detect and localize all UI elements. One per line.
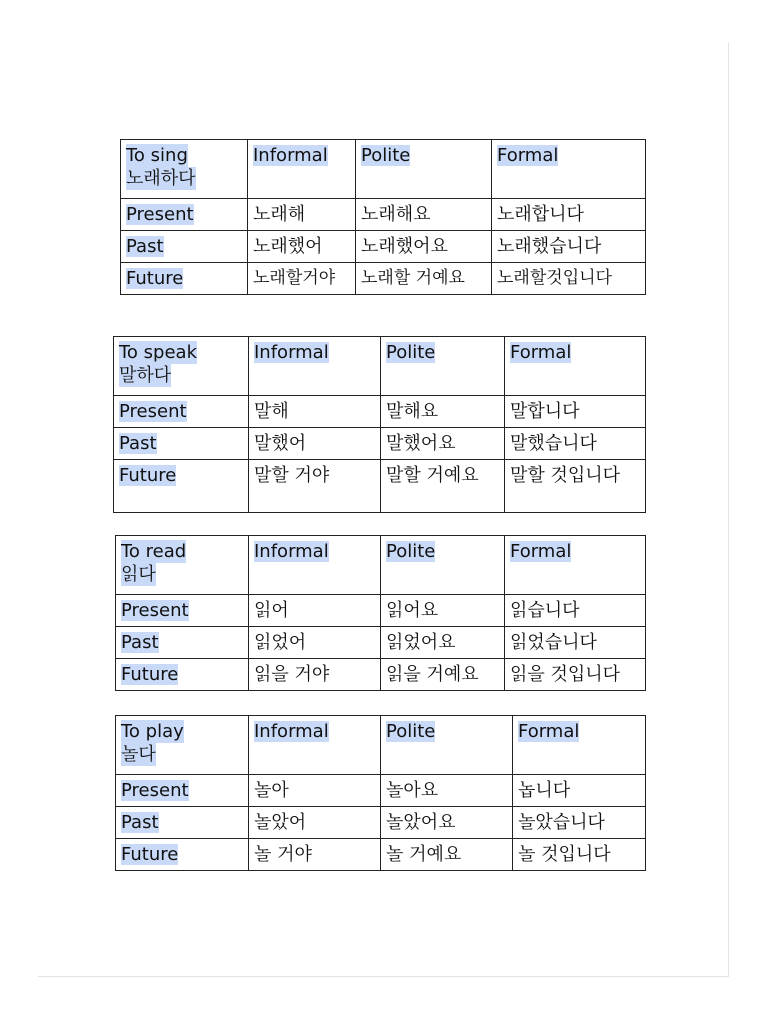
informal-cell: 읽어	[249, 595, 381, 627]
informal-cell: 말해	[249, 396, 381, 428]
verb-korean: 노래하다	[126, 168, 196, 189]
verb-cell	[121, 140, 248, 199]
formal-cell: 읽습니다	[505, 595, 646, 627]
informal-cell: 놀 거야	[249, 839, 381, 871]
verb-korean: 놀다	[121, 744, 156, 765]
verb-english: To read	[121, 541, 187, 562]
header-informal: Informal	[248, 140, 356, 199]
table-row	[116, 807, 646, 839]
header-informal: Informal	[249, 337, 381, 396]
tense-cell: Future	[121, 263, 248, 295]
table-row	[116, 627, 646, 659]
informal-cell: 놀았어	[249, 807, 381, 839]
formal-cell: 말했습니다	[505, 428, 646, 460]
verb-korean: 읽다	[121, 564, 156, 585]
formal-cell: 읽을 것입니다	[505, 659, 646, 691]
formal-cell: 놀 것입니다	[513, 839, 646, 871]
header-polite: Polite	[356, 140, 492, 199]
polite-cell: 놀아요	[381, 775, 513, 807]
informal-cell: 놀아	[249, 775, 381, 807]
polite-cell: 읽었어요	[381, 627, 505, 659]
header-polite: Polite	[381, 716, 513, 775]
header-formal: Formal	[513, 716, 646, 775]
formal-cell: 놉니다	[513, 775, 646, 807]
conjugation-table-play	[115, 715, 646, 871]
tense-cell: Past	[116, 807, 249, 839]
tense-cell: Present	[121, 199, 248, 231]
verb-cell	[114, 337, 249, 396]
formal-cell: 노래합니다	[492, 199, 646, 231]
informal-cell: 노래해	[248, 199, 356, 231]
table-row	[114, 396, 646, 428]
tense-cell: Past	[116, 627, 249, 659]
tense-cell: Future	[114, 460, 249, 513]
formal-cell: 노래할것입니다	[492, 263, 646, 295]
tense-cell: Present	[116, 595, 249, 627]
formal-cell: 말할 것입니다	[505, 460, 646, 513]
verb-english: To sing	[126, 145, 188, 166]
tense-cell: Present	[116, 775, 249, 807]
informal-cell: 노래할거야	[248, 263, 356, 295]
polite-cell: 읽어요	[381, 595, 505, 627]
header-formal: Formal	[492, 140, 646, 199]
formal-cell: 노래했습니다	[492, 231, 646, 263]
header-formal: Formal	[505, 536, 646, 595]
verb-english: To play	[121, 721, 184, 742]
formal-cell: 말합니다	[505, 396, 646, 428]
table-row	[121, 263, 646, 295]
informal-cell: 읽을 거야	[249, 659, 381, 691]
table-row	[116, 595, 646, 627]
table-row	[121, 231, 646, 263]
polite-cell: 놀았어요	[381, 807, 513, 839]
verb-english: To speak	[119, 342, 198, 363]
header-polite: Polite	[381, 337, 505, 396]
polite-cell: 노래했어요	[356, 231, 492, 263]
table-header-row	[121, 140, 646, 199]
polite-cell: 놀 거예요	[381, 839, 513, 871]
polite-cell: 노래해요	[356, 199, 492, 231]
tense-cell: Future	[116, 659, 249, 691]
header-polite: Polite	[381, 536, 505, 595]
conjugation-table-read	[115, 535, 646, 691]
tense-cell: Future	[116, 839, 249, 871]
table-row	[116, 839, 646, 871]
formal-cell: 읽었습니다	[505, 627, 646, 659]
conjugation-table-speak	[113, 336, 646, 513]
table-row	[116, 775, 646, 807]
table-header-row	[116, 536, 646, 595]
table-header-row	[114, 337, 646, 396]
polite-cell: 말했어요	[381, 428, 505, 460]
table-row	[114, 428, 646, 460]
informal-cell: 노래했어	[248, 231, 356, 263]
table-row	[121, 199, 646, 231]
polite-cell: 말해요	[381, 396, 505, 428]
polite-cell: 말할 거예요	[381, 460, 505, 513]
header-informal: Informal	[249, 716, 381, 775]
tense-cell: Present	[114, 396, 249, 428]
table-header-row	[116, 716, 646, 775]
polite-cell: 읽을 거예요	[381, 659, 505, 691]
informal-cell: 말했어	[249, 428, 381, 460]
polite-cell: 노래할 거예요	[356, 263, 492, 295]
verb-cell	[116, 536, 249, 595]
tense-cell: Past	[121, 231, 248, 263]
verb-korean: 말하다	[119, 365, 172, 386]
formal-cell: 놀았습니다	[513, 807, 646, 839]
tense-cell: Past	[114, 428, 249, 460]
verb-cell	[116, 716, 249, 775]
conjugation-table-sing	[120, 139, 646, 295]
header-formal: Formal	[505, 337, 646, 396]
table-row	[114, 460, 646, 513]
informal-cell: 말할 거야	[249, 460, 381, 513]
informal-cell: 읽었어	[249, 627, 381, 659]
header-informal: Informal	[249, 536, 381, 595]
table-row	[116, 659, 646, 691]
